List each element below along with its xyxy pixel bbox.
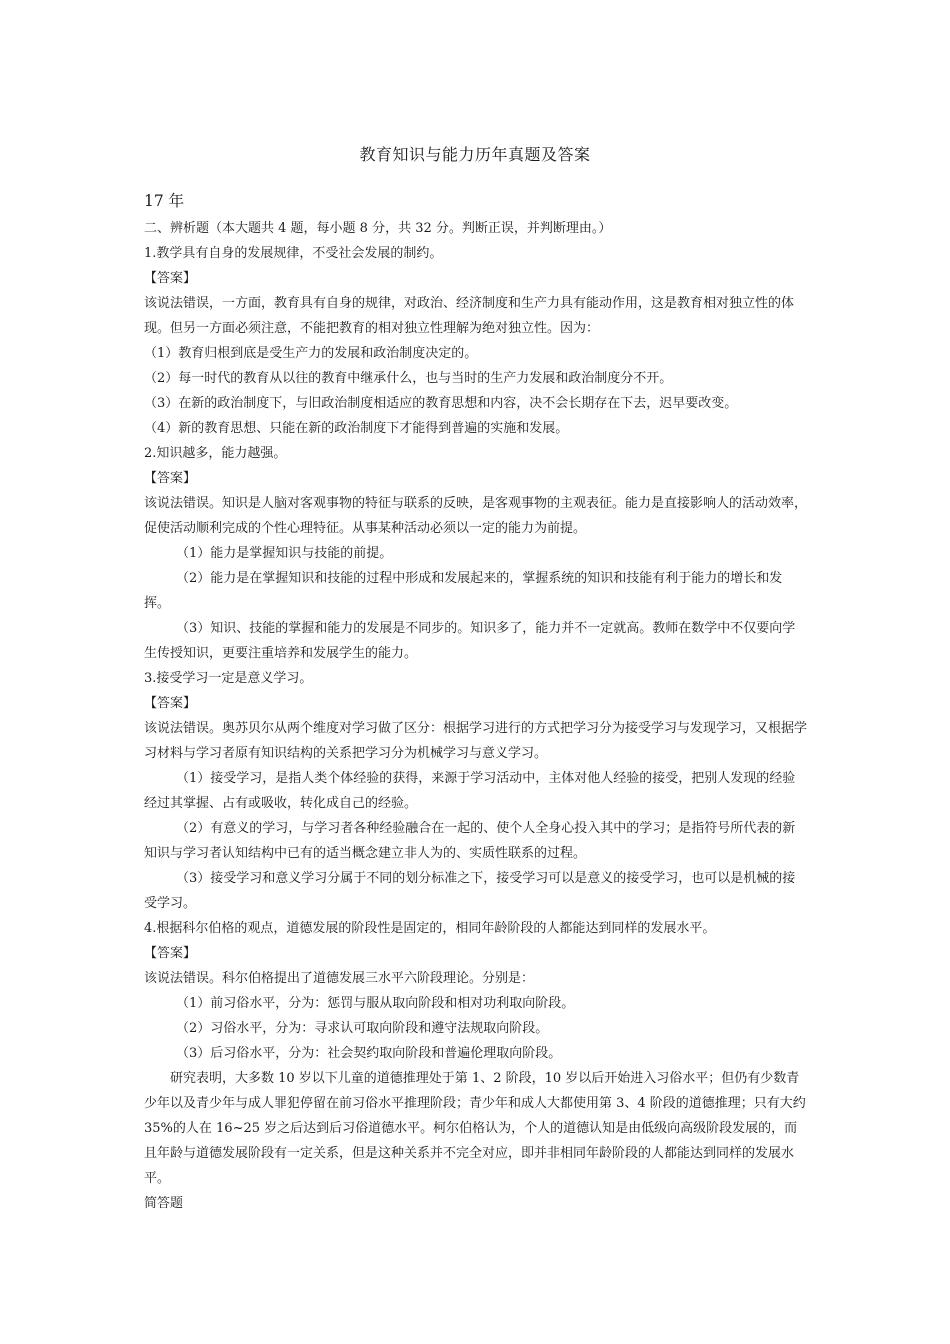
answer-2-intro: 该说法错误。知识是人脑对客观事物的特征与联系的反映，是客观事物的主观表征。能力是直接影响人的活动效率，促使活动顺利完成的个性心理特征。从事某种活动必须以一定的能力为前提。 xyxy=(144,496,808,536)
answer-2-point-3: （3）知识、技能的掌握和能力的发展是不同步的。知识多了，能力并不一定就高。教师在数学中不仅要向学生传授知识，更要注重培养和发展学生的能力。 xyxy=(144,621,796,661)
answer-4-research: 研究表明，大多数 10 岁以下儿童的道德推理处于第 1、2 阶段，10 岁以后开始进入习俗水平；但仍有少数青少年以及青少年与成人罪犯停留在前习俗水平推理阶段；青少年和成人大都使用第 3、4 阶段的道德推理；只有大约 35%的人在 16~25 岁之后达到后习俗道德水平。柯尔伯格认为，个人的道德认知是由低级向高级阶段发展的，而且年龄与道德发展阶段有一定关系，但是这种关系并不完全对应，即并非相同年龄阶段的人都能达到同样的发展水平。 xyxy=(144,1071,806,1186)
answer-3-point-3: （3）接受学习和意义学习分属于不同的划分标准之下，接受学习可以是意义的接受学习，也可以是机械的接受学习。 xyxy=(144,871,796,911)
question-4: 4.根据科尔伯格的观点，道德发展的阶段性是固定的，相同年龄阶段的人都能达到同样的发展水平。 xyxy=(144,921,716,936)
answer-4-point-2: （2）习俗水平，分为：寻求认可取向阶段和遵守法规取向阶段。 xyxy=(176,1021,549,1036)
page-title: 教育知识与能力历年真题及答案 xyxy=(359,145,591,164)
answer-2-point-1: （1）能力是掌握知识与技能的前提。 xyxy=(176,546,393,561)
next-section-heading: 简答题 xyxy=(144,1196,184,1211)
answer-4-point-3: （3）后习俗水平，分为：社会契约取向阶段和普遍伦理取向阶段。 xyxy=(176,1046,562,1061)
question-2: 2.知识越多，能力越强。 xyxy=(144,446,287,461)
section-heading: 二、辨析题（本大题共 4 题，每小题 8 分，共 32 分。判断正误，并判断理由。） xyxy=(144,221,612,236)
document-body xyxy=(144,188,808,1216)
answer-1-point-1: （1）教育归根到底是受生产力的发展和政治制度决定的。 xyxy=(144,346,478,361)
year-heading: 17 年 xyxy=(144,192,185,210)
answer-label: 【答案】 xyxy=(144,946,197,961)
answer-2-point-2: （2）能力是在掌握知识和技能的过程中形成和发展起来的，掌握系统的知识和技能有利于能力的增长和发挥。 xyxy=(144,571,783,611)
question-3: 3.接受学习一定是意义学习。 xyxy=(144,671,313,686)
answer-1-intro: 该说法错误，一方面，教育具有自身的规律，对政治、经济制度和生产力具有能动作用，这是教育相对独立性的体现。但另一方面必须注意，不能把教育的相对独立性理解为绝对独立性。因为： xyxy=(144,296,795,336)
answer-3-intro: 该说法错误。奥苏贝尔从两个维度对学习做了区分：根据学习进行的方式把学习分为接受学习与发现学习，又根据学习材料与学习者原有知识结构的关系把学习分为机械学习与意义学习。 xyxy=(144,721,808,761)
question-1: 1.教学具有自身的发展规律，不受社会发展的制约。 xyxy=(144,246,443,261)
answer-label: 【答案】 xyxy=(144,471,197,486)
answer-1-point-4: （4）新的教育思想、只能在新的政治制度下才能得到普遍的实施和发展。 xyxy=(144,421,569,436)
answer-label: 【答案】 xyxy=(144,696,197,711)
answer-3-point-1: （1）接受学习，是指人类个体经验的获得，来源于学习活动中，主体对他人经验的接受，把别人发现的经验经过其掌握、占有或吸收，转化成自己的经验。 xyxy=(144,771,796,811)
answer-3-point-2: （2）有意义的学习，与学习者各种经验融合在一起的、使个人全身心投入其中的学习；是指符号所代表的新知识与学习者认知结构中已有的适当概念建立非人为的、实质性联系的过程。 xyxy=(144,821,796,861)
answer-4-point-1: （1）前习俗水平，分为：惩罚与服从取向阶段和相对功利取向阶段。 xyxy=(176,996,575,1011)
answer-1-point-2: （2）每一时代的教育从以往的教育中继承什么，也与当时的生产力发展和政治制度分不开。 xyxy=(144,371,673,386)
answer-1-point-3: （3）在新的政治制度下，与旧政治制度相适应的教育思想和内容，决不会长期存在下去，迟早要改变。 xyxy=(144,396,738,411)
answer-label: 【答案】 xyxy=(144,271,197,286)
answer-4-intro: 该说法错误。科尔伯格提出了道德发展三水平六阶段理论。分别是： xyxy=(144,971,535,986)
